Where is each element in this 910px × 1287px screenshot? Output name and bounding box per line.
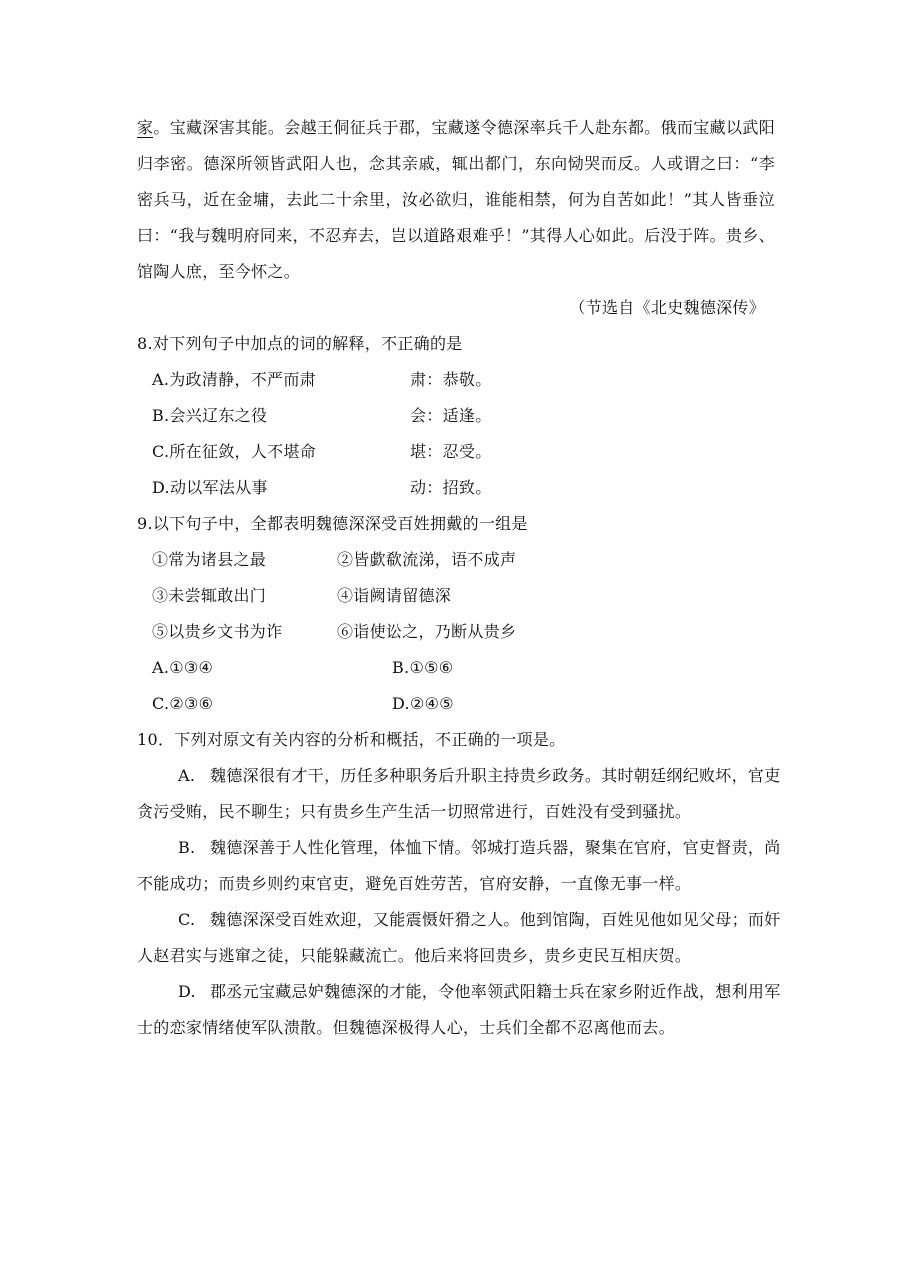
- q9-item-2: ②皆歔欷流涕，语不成声: [337, 550, 517, 569]
- q9-item-1: ①常为诸县之最: [152, 550, 267, 569]
- q10-c-line-2: 人赵君实与逃窜之徒，只能躲藏流亡。他后来将回贵乡，贵乡吏民互相庆贺。: [137, 946, 692, 965]
- q8-option-a: A.为政清静，不严而肃: [152, 370, 316, 389]
- q9-item-4: ④诣阙请留德深: [337, 586, 452, 605]
- q9-choice-d: D.②④⑤: [392, 694, 454, 713]
- q10-d-line-1: 郡丞元宝藏忌妒魏德深的才能，令他率领武阳籍士兵在家乡附近作战，想利用军: [210, 982, 781, 1001]
- q9-stem: 9.以下句子中，全都表明魏德深深受百姓拥戴的一组是: [137, 514, 528, 533]
- passage-line-3: 密兵马，近在金墉，去此二十余里，汝必欲归，谁能相禁，何为自苦如此！”其人皆垂泣: [137, 190, 775, 209]
- q9-item-5: ⑤以贵乡文书为诈: [152, 622, 283, 641]
- passage-line-2: 归李密。德深所领皆武阳人也，念其亲戚，辄出都门，东向恸哭而反。人或谓之曰：“李: [137, 154, 775, 173]
- q10-label-b: B.: [178, 838, 196, 857]
- q10-c-line-1: 魏德深深受百姓欢迎，又能震慑奸猾之人。他到馆陶，百姓见他如见父母；而奸: [210, 910, 781, 929]
- passage-line-1-text: 。宝藏深害其能。会越王侗征兵于郡，宝藏遂令德深率兵千人赴东都。俄而宝藏以武阳: [153, 118, 775, 137]
- q10-label-a: A.: [178, 766, 196, 785]
- passage-dotted-char: 家: [137, 118, 154, 137]
- q10-stem: 10．下列对原文有关内容的分析和概括，不正确的一项是。: [137, 730, 566, 749]
- q9-item-6: ⑥诣使讼之，乃断从贵乡: [337, 622, 517, 641]
- passage-line-5: 馆陶人庶，至今怀之。: [137, 262, 301, 281]
- q10-a-line-1: 魏德深很有才干，历任多种职务后升职主持贵乡政务。其时朝廷纲纪败坏，官吏: [210, 766, 781, 785]
- q10-b-line-2: 不能成功；而贵乡则约束官吏，避免百姓劳苦，官府安静，一直像无事一样。: [137, 874, 692, 893]
- q9-choice-b: B.①⑤⑥: [392, 658, 454, 677]
- q8-option-b: B.会兴辽东之役: [152, 406, 268, 425]
- q8-option-c: C.所在征敛，人不堪命: [152, 442, 317, 461]
- q9-item-3: ③未尝辄敢出门: [152, 586, 267, 605]
- q10-a-line-2: 贪污受贿，民不聊生；只有贵乡生产生活一切照常进行，百姓没有受到骚扰。: [137, 802, 692, 821]
- q8-option-d: D.动以军法从事: [152, 478, 268, 497]
- passage-source: （节选自《北史魏德深传》: [569, 298, 765, 317]
- q9-choice-a: A.①③④: [152, 658, 214, 677]
- q10-b-line-1: 魏德深善于人性化管理，体恤下情。邻城打造兵器，聚集在官府，官吏督责，尚: [210, 838, 781, 857]
- q10-label-d: D.: [178, 982, 196, 1001]
- q10-label-c: C.: [178, 910, 196, 929]
- q8-gloss-b: 会：适逢。: [410, 406, 492, 425]
- passage-line-1: [137, 117, 775, 139]
- q8-gloss-c: 堪：忍受。: [410, 442, 492, 461]
- q9-choice-c: C.②③⑥: [152, 694, 214, 713]
- q10-d-line-2: 士的恋家情绪使军队溃散。但魏德深极得人心，士兵们全都不忍离他而去。: [137, 1018, 675, 1037]
- q8-gloss-a: 肃：恭敬。: [410, 370, 492, 389]
- q8-gloss-d: 动：招致。: [410, 478, 492, 497]
- passage-line-4: 曰：“我与魏明府同来，不忍弃去，岂以道路艰难乎！”其得人心如此。后没于阵。贵乡、: [137, 226, 775, 245]
- q8-stem: 8.对下列句子中加点的词的解释，不正确的是: [137, 334, 463, 353]
